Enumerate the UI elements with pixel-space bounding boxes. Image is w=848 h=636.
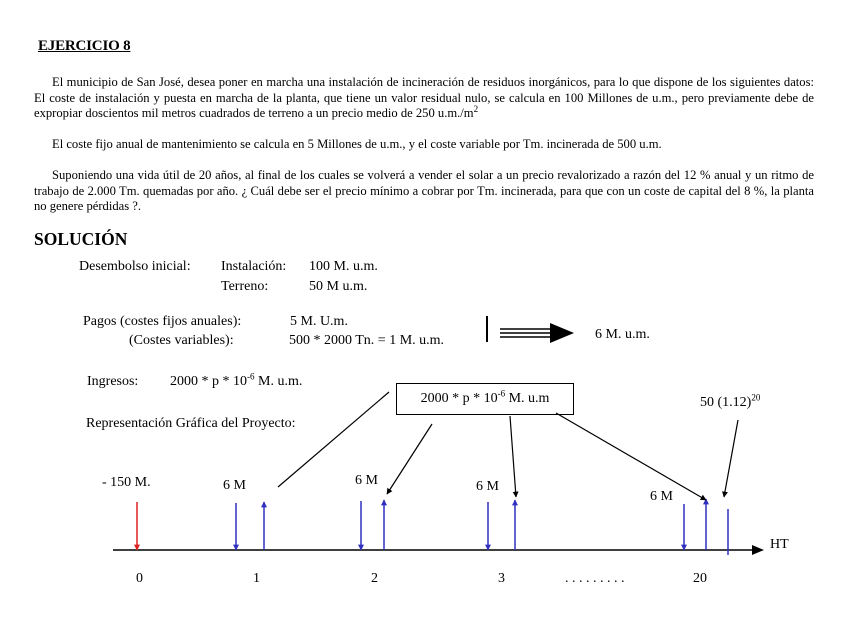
variable-costs-value: 500 * 2000 Tn. = 1 M. u.m.	[289, 333, 445, 348]
tick-label-20: 20	[693, 571, 707, 586]
statement-paragraph-2: El coste fijo anual de mantenimiento se calcula en 5 Millones de u.m., y el coste variable por Tm. incinerada de 500 u.m.	[52, 137, 662, 151]
outflow-label-2: 6 M	[355, 473, 378, 488]
tick-label-2: 2	[371, 571, 378, 586]
superscript: 2	[473, 103, 479, 114]
land-label: Terreno:	[221, 279, 269, 294]
payments-label: Pagos (costes fijos anuales):	[83, 314, 242, 329]
installation-value: 100 M. u.m.	[309, 259, 378, 274]
income-label: Ingresos:	[87, 374, 139, 389]
payments-total: 6 M. u.m.	[595, 327, 650, 342]
statement-paragraph-1: El municipio de San José, desea poner en marcha una instalación de incineración de residuos inorgánicos, para lo que dispone de los siguientes datos: El coste de instalación y puesta en marcha de la planta, que tiene un valor residual nulo, se calcula en 100 Millones de u.m., pero previamente debe de expropiar doscientos mil metros cuadrados de terreno a un precio medio de 250 $u.m./m^2$	[34, 75, 814, 120]
graph-label: Representación Gráfica del Proyecto:	[86, 416, 296, 431]
implies-arrow	[500, 323, 574, 343]
time-axis	[113, 545, 764, 555]
axis-label: HT	[770, 537, 789, 552]
ellipsis: . . . . . . . . .	[565, 571, 625, 586]
solution-heading: SOLUCIÓN	[34, 229, 128, 249]
initial-outflow-label: - 150 M.	[102, 475, 151, 490]
income-formula: 2000 * p * $10^{-6}$ M. u.m.	[170, 371, 303, 389]
pointer-to-year-1	[278, 392, 389, 487]
tick-label-0: 0	[136, 571, 143, 586]
initial-outlay-label: Desembolso inicial:	[79, 259, 191, 274]
tick-label-3: 3	[498, 571, 505, 586]
pointer-to-year-2	[387, 424, 432, 494]
terminal-value-label: 50 $(1.12)^{20}$	[700, 392, 761, 410]
installation-label: Instalación:	[221, 259, 287, 274]
variable-costs-label: (Costes variables):	[129, 333, 234, 348]
payments-value: 5 M. U.m.	[290, 314, 348, 329]
statement-paragraph-3: Suponiendo una vida útil de 20 años, al final de los cuales se volverá a vender el solar a un precio revalorizado a razón del 12 % anual y un ritmo de trabajo de 2.000 Tm. quemadas por año. ¿ Cuál debe ser el precio mínimo a cobrar por Tm. incinerada, para que con un coste de capital del 8 %, la planta no genere pérdidas ?.	[34, 168, 814, 213]
exercise-title: EJERCICIO 8	[38, 38, 131, 54]
outflow-label-1: 6 M	[223, 478, 246, 493]
outflow-label-20: 6 M	[650, 489, 673, 504]
pointer-to-year-20	[556, 413, 706, 500]
income-formula-box: 2000 * p * $10^{-6}$ M. u.m	[396, 383, 574, 415]
land-value: 50 M u.m.	[309, 279, 368, 294]
tick-label-1: 1	[253, 571, 260, 586]
outflow-label-3: 6 M	[476, 479, 499, 494]
pointer-to-terminal	[724, 420, 738, 497]
pointer-to-year-3	[510, 416, 516, 497]
